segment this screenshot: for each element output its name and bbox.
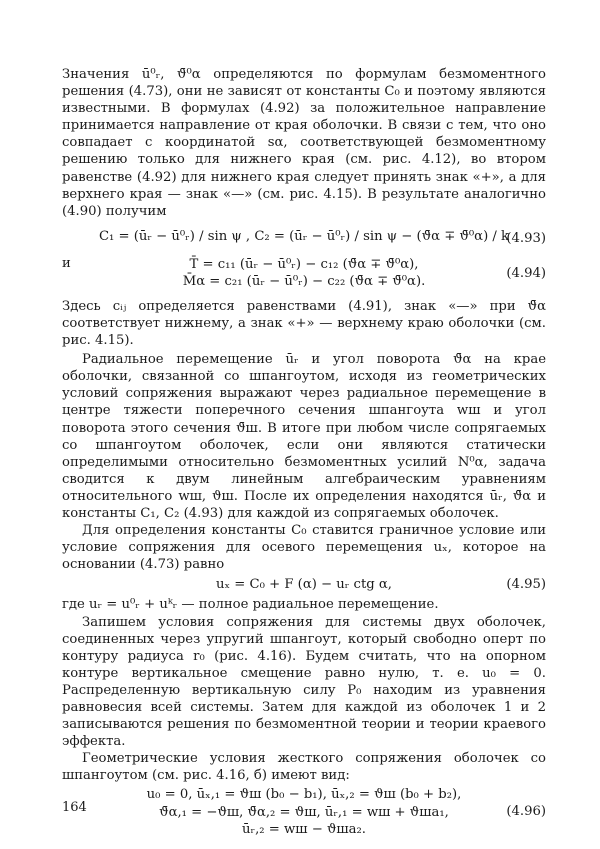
equation-4-94-number: (4.94)	[506, 265, 546, 281]
paragraph-2: Здесь cᵢⱼ определяется равенствами (4.91), знак «—» при ϑ̄α соответствует нижнему, а знак «+» — верхнему краю оболочки (см. рис. 4.15).	[62, 298, 546, 349]
paragraph-5: где uᵣ = u⁰ᵣ + uᵏᵣ — полное радиальное перемещение.	[62, 597, 439, 613]
page-body	[62, 66, 546, 840]
paragraph-1: Значения ū⁰ᵣ, ϑ̄⁰α определяются по формулам безмоментного решения (4.73), они не зависят от константы C₀ и поэтому являются известными. В формулах (4.92) за положительное направление принимается направление от края оболочки. В связи с тем, что оно совпадает с координатой sα, соответствующей безмоментному решению только для нижнего края (см. рис. 4.12), во втором равенстве (4.92) для нижнего края следует принять знак «+», а для верхнего края — знак «—» (см. рис. 4.15). В результате аналогично (4.90) получим	[62, 67, 546, 219]
equation-4-95	[62, 576, 546, 593]
equation-4-95-body: uₓ = C₀ + F (α) − uᵣ ctg α,	[216, 577, 392, 593]
paragraph-6: Запишем условия сопряжения для системы двух оболочек, соединенных через упругий шпангоут, который свободно оперт по контуру радиуса r₀ (рис. 4.16). Будем считать, что на опорном контуре вертикальное смещение равно нулю, т. е. u₀ = 0. Распределенную вертикальную силу P₀ находим из уравнения равновесия всей системы. Затем для каждой из оболочек 1 и 2 записываются решения по безмоментной теории и теории краевого эффекта.	[62, 614, 546, 750]
equation-4-93-number: (4.93)	[506, 230, 546, 246]
equation-4-96-row-2: ϑ̄α,₁ = −ϑш, ϑ̄α,₂ = ϑш, ūᵣ,₁ = wш + ϑшa₁,	[159, 804, 449, 820]
page-number: 164	[62, 800, 87, 815]
equation-4-96-row-3: ūᵣ,₂ = wш − ϑшa₂.	[242, 821, 366, 837]
paragraph-7: Геометрические условия жесткого сопряжения оболочек со шпангоутом (см. рис. 4.16, б) имеют вид:	[62, 751, 546, 784]
equation-and-word: и	[62, 255, 71, 271]
paragraph-4: Для определения константы C₀ ставится граничное условие или условие сопряжения для осевого перемещения uₓ, которое на основании (4.73) равно	[62, 523, 546, 573]
equation-4-94-row-1: T̄ = c₁₁ (ūᵣ − ū⁰ᵣ) − c₁₂ (ϑ̄α ∓ ϑ̄⁰α),	[189, 256, 419, 272]
equation-4-93	[62, 222, 546, 256]
equation-4-95-number: (4.95)	[506, 577, 546, 593]
paragraph-3: Радиальное перемещение ūᵣ и угол поворота ϑ̄α на крае оболочки, связанной со шпангоутом, исходя из геометрических условий сопряжения выражают через радиальное перемещение в центре тяжести поперечного сечения шпангоута wш и угол поворота этого сечения ϑ̄ш. В итоге при любом числе сопрягаемых со шпангоутом оболочек, если они являются статически определимыми относительно безмоментных усилий N⁰α, задача сводится к двум линейным алгебраическим уравнениям относительного wш, ϑш. После их определения находятся ūᵣ, ϑ̄α и константы C₁, C₂ (4.93) для каждой из сопрягаемых оболочек.	[62, 352, 546, 521]
equation-4-96	[62, 786, 546, 840]
equation-4-94-row-2: M̄α = c₂₁ (ūᵣ − ū⁰ᵣ) − c₂₂ (ϑ̄α ∓ ϑ̄⁰α).	[182, 273, 426, 289]
equation-4-94	[62, 256, 546, 296]
equation-4-96-row-1: u₀ = 0, ūₓ,₁ = ϑш (b₀ − b₁), ūₓ,₂ = ϑш (b₀ + b₂),	[146, 787, 462, 803]
equation-4-96-number: (4.96)	[506, 804, 546, 820]
equation-4-93-body: C₁ = (ūᵣ − ū⁰ᵣ) / sin ψ , C₂ = (ūᵣ − ū⁰ᵣ) / sin ψ − (ϑ̄α ∓ ϑ̄⁰α) / k	[98, 228, 510, 244]
